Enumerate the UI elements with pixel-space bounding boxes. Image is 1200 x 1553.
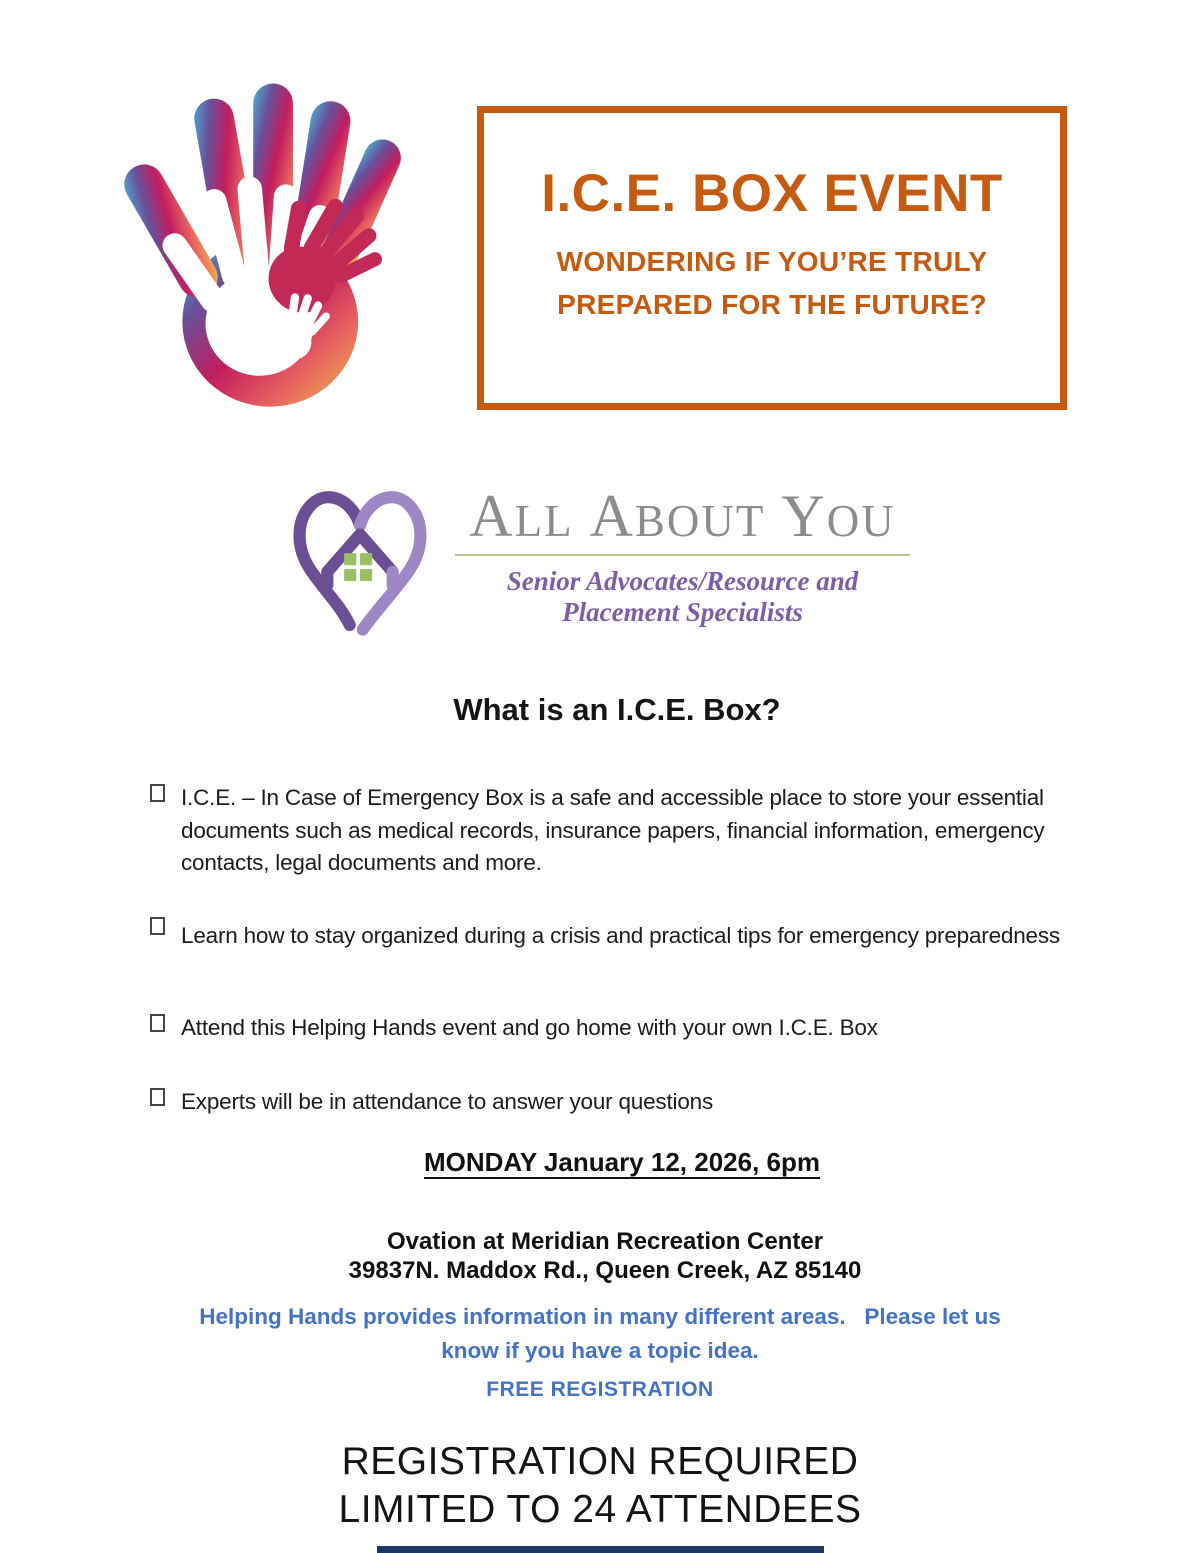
checkbox-bullet-icon (150, 917, 165, 935)
info-note-line2: know if you have a topic idea. (441, 1337, 759, 1363)
banner-subtitle-line1: WONDERING IF YOU’RE TRULY (556, 246, 988, 277)
venue-name: Ovation at Meridian Recreation Center (386, 1228, 824, 1255)
bullet-text: Attend this Helping Hands event and go home with your own I.C.E. Box (181, 1015, 878, 1040)
info-note (0, 1300, 1200, 1368)
event-datetime: MONDAY January 12, 2026, 6pm (424, 1147, 820, 1177)
aay-logo (455, 483, 910, 628)
list-item (150, 1086, 1080, 1119)
bullet-text: I.C.E. – In Case of Emergency Box is a safe and accessible place to store your essential documents such as medical records, insurance papers, financial information, emergency contacts, legal documents and more. (181, 785, 1045, 876)
registration-required-block (0, 1438, 1200, 1535)
checkbox-bullet-icon (150, 1014, 165, 1032)
banner-title: I.C.E. BOX EVENT (541, 164, 1003, 223)
banner-subtitle-line2: PREPARED FOR THE FUTURE? (557, 289, 987, 321)
page-title: What is an I.C.E. Box? (453, 692, 781, 727)
registration-required: REGISTRATION REQUIRED (341, 1440, 859, 1483)
venue-address: 39837N. Maddox Rd., Queen Creek, AZ 85140 (348, 1256, 862, 1284)
venue-block (5, 1228, 1200, 1286)
org-tagline-line2: Placement Specialists (562, 597, 803, 628)
attendee-limit: LIMITED TO 24 ATTENDEES (338, 1488, 862, 1532)
list-item (150, 1012, 1080, 1045)
list-item (150, 915, 1080, 957)
info-note-line1: Helping Hands provides information in many different areas. Please let us (199, 1304, 1001, 1329)
bottom-bar (377, 1546, 824, 1553)
list-item (150, 782, 1080, 880)
helping-hands-logo-icon (85, 80, 445, 430)
bullet-text: Learn how to stay organized during a crisis and practical tips for emergency preparedness (181, 923, 1060, 948)
checkbox-bullet-icon (150, 784, 165, 802)
logo-divider (455, 554, 910, 556)
bullet-text: Experts will be in attendance to answer your questions (181, 1089, 714, 1114)
free-registration-label: FREE REGISTRATION (486, 1378, 714, 1401)
heart-house-icon (290, 477, 430, 647)
org-name: ALL ABOUT YOU (469, 483, 896, 549)
checkbox-bullet-icon (150, 1088, 165, 1106)
banner-subtitle (484, 240, 1060, 327)
org-tagline (455, 566, 910, 628)
org-tagline-line1: Senior Advocates/Resource and (506, 566, 859, 596)
event-banner (477, 106, 1067, 410)
